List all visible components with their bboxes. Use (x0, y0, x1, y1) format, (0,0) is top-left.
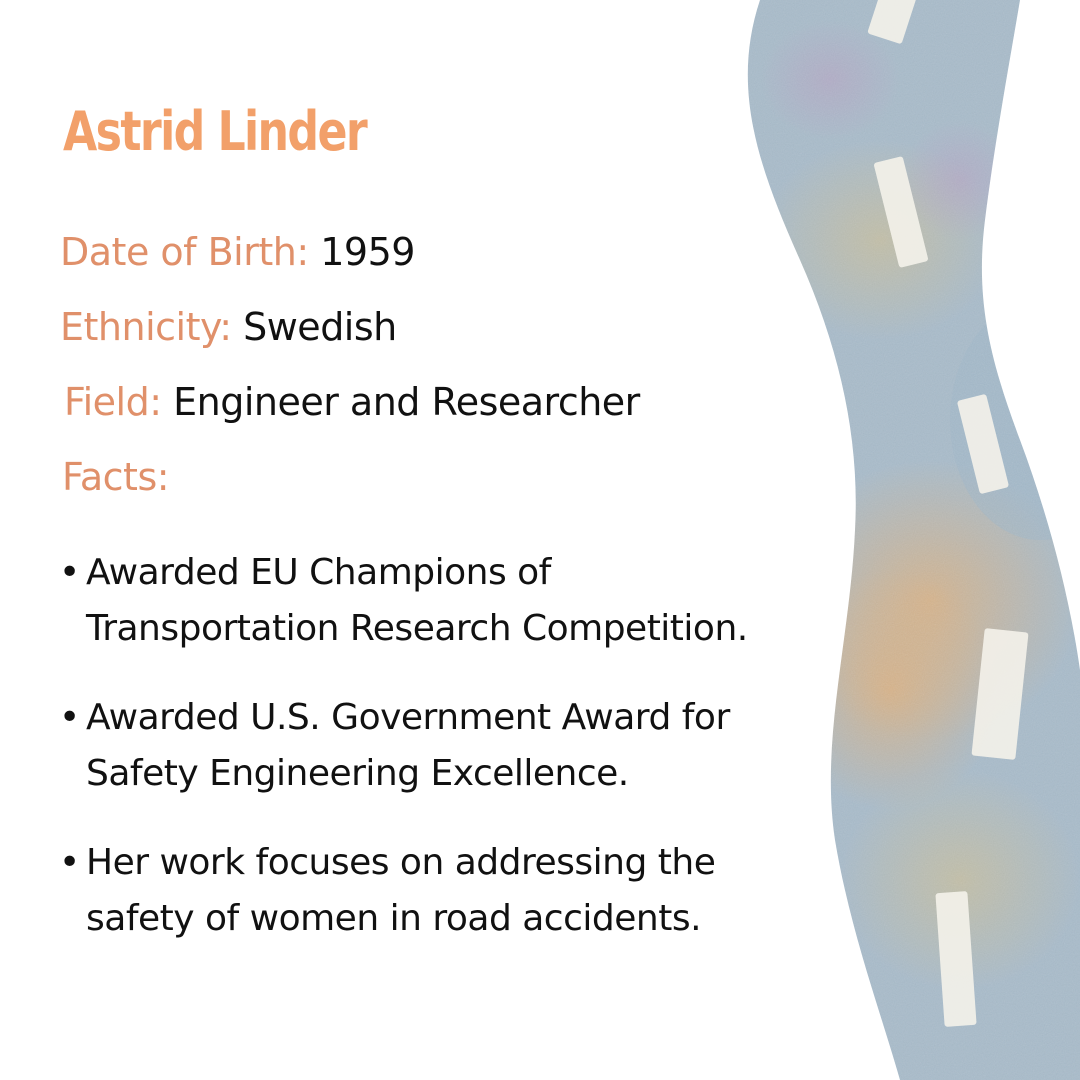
info-ethnicity (60, 305, 397, 351)
info-label: Field: (64, 380, 162, 424)
facts-list (56, 545, 748, 980)
fact-text-line: Her work focuses on addressing the (86, 842, 716, 883)
info-value: 1959 (320, 230, 415, 274)
bullet-icon: • (59, 697, 80, 738)
info-value: Swedish (243, 305, 397, 349)
info-date-of-birth (60, 230, 415, 276)
bullet-icon: • (59, 842, 80, 883)
info-label: Facts: (62, 455, 170, 499)
info-label: Date of Birth: (60, 230, 309, 274)
fact-text-line: Awarded EU Champions of (86, 552, 551, 593)
fact-text-line: Awarded U.S. Government Award for (86, 697, 730, 738)
list-item (56, 545, 748, 657)
list-item (56, 835, 748, 947)
info-field (64, 380, 640, 426)
page-title: Astrid Linder (63, 100, 367, 163)
info-label: Ethnicity: (60, 305, 232, 349)
bullet-icon: • (59, 552, 80, 593)
info-value: Engineer and Researcher (173, 380, 640, 424)
fact-text-line: Safety Engineering Excellence. (86, 753, 629, 794)
fact-text-line: Transportation Research Competition. (86, 608, 748, 649)
list-item (56, 690, 748, 802)
info-facts-heading (62, 455, 169, 501)
fact-text-line: safety of women in road accidents. (86, 898, 702, 939)
